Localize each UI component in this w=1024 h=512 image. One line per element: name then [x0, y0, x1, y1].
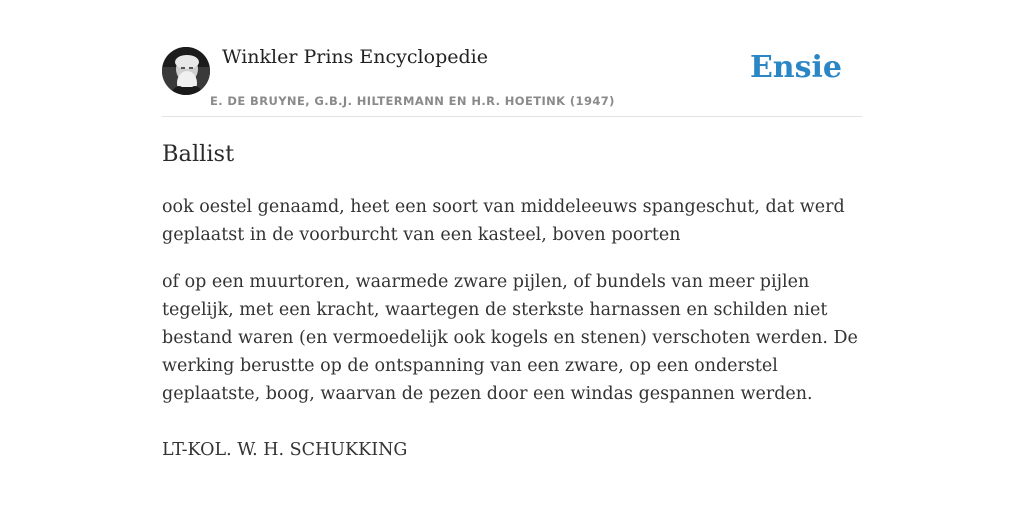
publication-authors: E. DE BRUYNE, G.B.J. HILTERMANN EN H.R. HOETINK (1947)	[210, 94, 615, 108]
ensie-logo[interactable]: Ensie	[749, 50, 842, 85]
article-paragraph-2: of op een muurtoren, waarmede zware pijlen, of bundels van meer pijlen tegelijk, met een kracht, waartegen de sterkste harnassen en schilden niet bestand waren (en vermoedelijk ook kogels en stenen) verschoten werden. De werking berustte op de ontspanning van een zware, op een onderstel geplaatste, boog, waarvan de pezen door een windas gespannen werden.	[162, 272, 858, 404]
article-paragraph-1: ook oestel genaamd, heet een soort van middeleeuws spangeschut, dat werd geplaatst in de voorburcht van een kasteel, boven poorten	[162, 197, 845, 245]
article-title: Ballist	[162, 141, 235, 167]
article-author: LT-KOL. W. H. SCHUKKING	[162, 440, 408, 460]
article	[162, 138, 862, 464]
portrait-image	[162, 47, 210, 95]
author-avatar[interactable]	[162, 47, 210, 95]
publication-title[interactable]: Winkler Prins Encyclopedie	[222, 46, 488, 68]
publication-header	[162, 40, 862, 117]
